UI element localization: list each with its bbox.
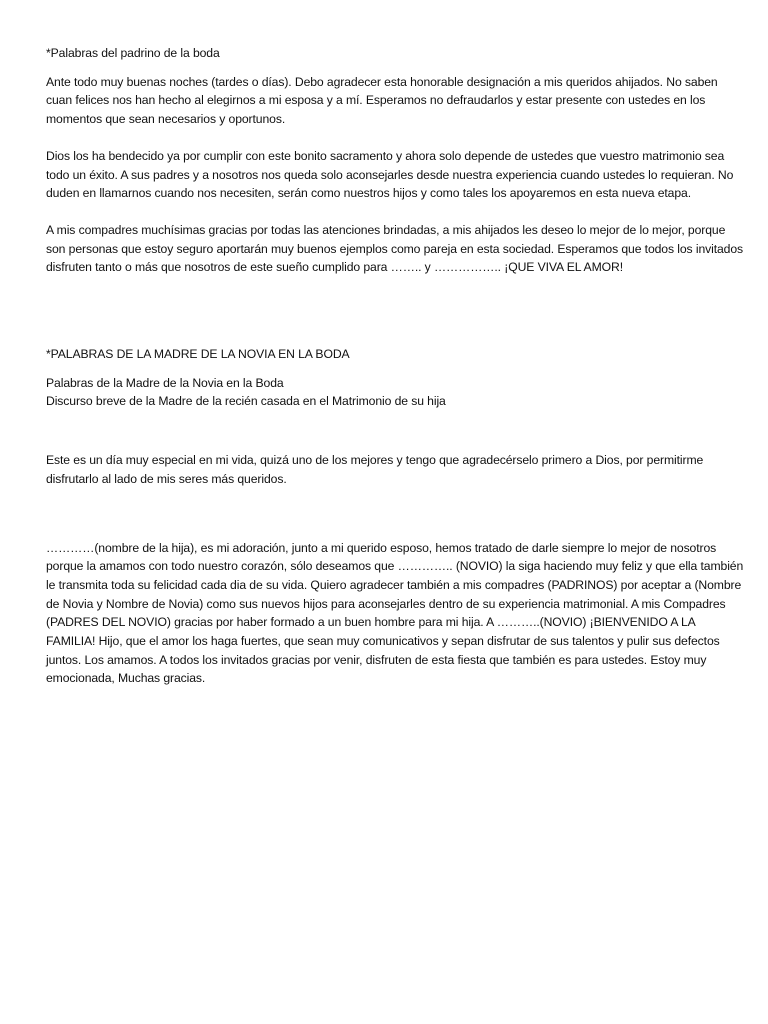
madre-section-title: *PALABRAS DE LA MADRE DE LA NOVIA EN LA BODA [46,347,350,362]
section-spacer [46,295,744,345]
padrino-paragraph-3: A mis compadres muchísimas gracias por todas las atenciones brindadas, a mis ahijados les deseo lo mejor de lo mejor, porque son personas que estoy seguro aportarán muy buenos ejemplos como pareja en esta sociedad. Esperamos que todos los invitados disfruten tanto o más que nosotros de este sueño cumplido para …….. y …………….. ¡QUE VIVA EL AMOR! [46,222,744,275]
paragraph-spacer [46,507,744,539]
madre-paragraph-1: Este es un día muy especial en mi vida, quizá uno de los mejores y tengo que agradecérselo primero a Dios, por permitirme disfrutarlo al lado de mis seres más queridos. [46,453,704,486]
subtitle-spacer [46,411,744,451]
padrino-section-title: *Palabras del padrino de la boda [46,46,220,60]
madre-subtitle-2: Discurso breve de la Madre de la recién casada en el Matrimonio de su hija [46,394,446,409]
madre-paragraph-2: …………(nombre de la hija), es mi adoración, junto a mi querido esposo, hemos tratado de darle siempre lo mejor de nosotros porque la amamos con todo nuestro corazón, sólo deseamos que ………….. (NOVIO) la siga haciendo muy feliz y que ella también le transmita toda su felicidad cada dia de su vida. Quiero agradecer también a mis compadres (PADRINOS) por aceptar a (Nombre de Novia y Nombre de Novia) como sus nuevos hijos para aconsejarles dentro de su experiencia matrimonial. A mis Compadres (PADRES DEL NOVIO) gracias por haber formado a un buen hombre para mi hija. A ………..(NOVIO) ¡BIENVENIDO A LA FAMILIA! Hijo, que el amor los haga fuertes, que sean muy comunicativos y sepan disfrutar de sus talentos y pulir sus defectos juntos. Los amamos. A todos los invitados gracias por venir, disfruten de esta fiesta que también es para ustedes. Estoy muy emocionada, Muchas gracias. [46,540,744,686]
madre-subtitle-1: Palabras de la Madre de la Novia en la Boda [46,375,284,390]
padrino-paragraph-1: Ante todo muy buenas noches (tardes o días). Debo agradecer esta honorable designación a mis queridos ahijados. No saben cuan felices nos han hecho al elegirnos a mi esposa y a mí. Esperamos no defraudarlos y estar presente con ustedes en los momentos que sean necesarios y oportunos. [46,74,718,127]
padrino-paragraph-2: Dios los ha bendecido ya por cumplir con este bonito sacramento y ahora solo depende de ustedes que vuestro matrimonio sea todo un éxito. A sus padres y a nosotros nos queda solo aconsejarles desde nuestra experiencia cuando ustedes lo requieran. No duden en llamarnos cuando nos necesiten, serán como nuestros hijos y como tales los apoyaremos en esta nueva etapa. [46,148,734,201]
